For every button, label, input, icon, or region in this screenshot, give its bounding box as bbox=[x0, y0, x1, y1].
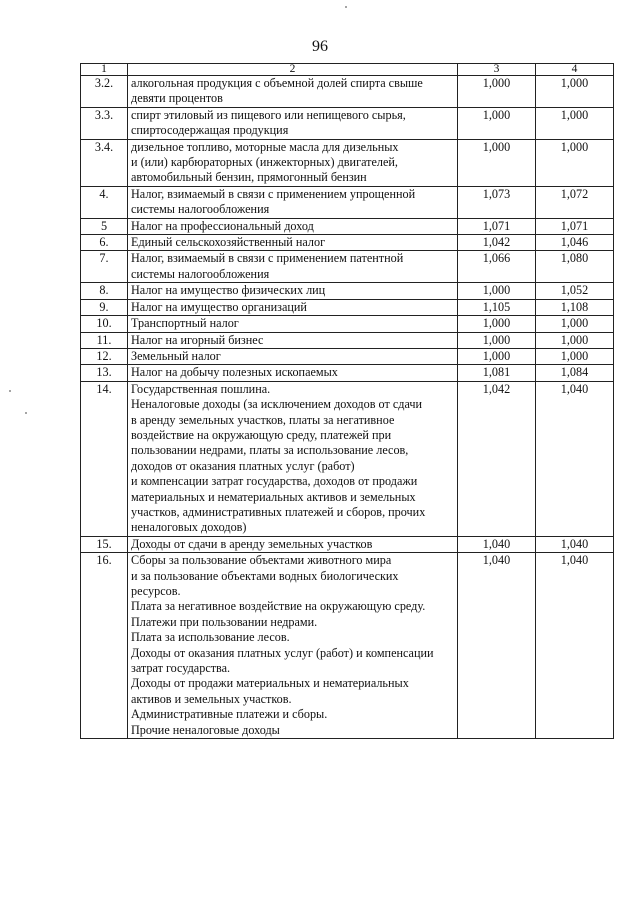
coefficient-table bbox=[80, 63, 614, 739]
row-number: 4. bbox=[81, 186, 128, 218]
header-row bbox=[81, 64, 614, 76]
row-name: Налог на профессиональный доход bbox=[128, 218, 458, 234]
row-value-col3: 1,000 bbox=[458, 283, 536, 299]
row-value-col4: 1,000 bbox=[536, 348, 614, 364]
row-name: Доходы от сдачи в аренду земельных участков bbox=[128, 536, 458, 552]
row-value-col3: 1,000 bbox=[458, 76, 536, 108]
table-row bbox=[81, 235, 614, 251]
row-value-col3: 1,000 bbox=[458, 348, 536, 364]
row-name: спирт этиловый из пищевого или непищевого сырья, спиртосодержащая продукция bbox=[128, 107, 458, 139]
row-name: Земельный налог bbox=[128, 348, 458, 364]
header-col-1: 1 bbox=[81, 64, 128, 76]
row-number: 5 bbox=[81, 218, 128, 234]
row-number: 10. bbox=[81, 316, 128, 332]
header-col-3: 3 bbox=[458, 64, 536, 76]
row-value-col3: 1,042 bbox=[458, 235, 536, 251]
scan-speck bbox=[9, 390, 11, 392]
row-value-col4: 1,000 bbox=[536, 139, 614, 186]
table-row bbox=[81, 299, 614, 315]
table-row bbox=[81, 332, 614, 348]
row-name: Налог на игорный бизнес bbox=[128, 332, 458, 348]
header-col-2: 2 bbox=[128, 64, 458, 76]
row-name: Налог на имущество организаций bbox=[128, 299, 458, 315]
row-value-col4: 1,000 bbox=[536, 76, 614, 108]
row-value-col3: 1,105 bbox=[458, 299, 536, 315]
row-number: 3.4. bbox=[81, 139, 128, 186]
row-name: Транспортный налог bbox=[128, 316, 458, 332]
row-value-col4: 1,040 bbox=[536, 381, 614, 536]
row-value-col3: 1,000 bbox=[458, 139, 536, 186]
row-value-col3: 1,073 bbox=[458, 186, 536, 218]
row-value-col4: 1,040 bbox=[536, 553, 614, 739]
table-row bbox=[81, 186, 614, 218]
row-value-col3: 1,081 bbox=[458, 365, 536, 381]
table-row bbox=[81, 218, 614, 234]
row-value-col4: 1,046 bbox=[536, 235, 614, 251]
row-value-col4: 1,072 bbox=[536, 186, 614, 218]
table-row bbox=[81, 316, 614, 332]
table-row bbox=[81, 348, 614, 364]
row-value-col4: 1,108 bbox=[536, 299, 614, 315]
table-row bbox=[81, 107, 614, 139]
row-number: 8. bbox=[81, 283, 128, 299]
row-value-col4: 1,000 bbox=[536, 107, 614, 139]
row-value-col4: 1,071 bbox=[536, 218, 614, 234]
row-name: Налог, взимаемый в связи с применением патентной системы налогообложения bbox=[128, 251, 458, 283]
row-name: Государственная пошлина. Неналоговые доходы (за исключением доходов от сдачи в аренду земельных участков, платы за негативное воздействие на окружающую среду, платежей при пользовании недрами, платы за использование лесов, доходов от оказания платных услуг (работ) и компенсации затрат государства, доходов от продажи материальных и нематериальных активов и земельных участков, административных платежей и сборов, прочих неналоговых доходов) bbox=[128, 381, 458, 536]
row-value-col4: 1,000 bbox=[536, 332, 614, 348]
table-row bbox=[81, 283, 614, 299]
row-number: 11. bbox=[81, 332, 128, 348]
row-name: алкогольная продукция с объемной долей спирта свыше девяти процентов bbox=[128, 76, 458, 108]
table-row bbox=[81, 76, 614, 108]
row-number: 9. bbox=[81, 299, 128, 315]
row-value-col3: 1,000 bbox=[458, 316, 536, 332]
row-number: 3.2. bbox=[81, 76, 128, 108]
row-number: 15. bbox=[81, 536, 128, 552]
row-value-col3: 1,042 bbox=[458, 381, 536, 536]
row-name: Единый сельскохозяйственный налог bbox=[128, 235, 458, 251]
row-number: 3.3. bbox=[81, 107, 128, 139]
row-value-col4: 1,080 bbox=[536, 251, 614, 283]
row-number: 6. bbox=[81, 235, 128, 251]
row-value-col3: 1,000 bbox=[458, 107, 536, 139]
row-name: Налог на имущество физических лиц bbox=[128, 283, 458, 299]
row-value-col4: 1,084 bbox=[536, 365, 614, 381]
row-name: Налог, взимаемый в связи с применением упрощенной системы налогообложения bbox=[128, 186, 458, 218]
row-value-col4: 1,052 bbox=[536, 283, 614, 299]
row-name: дизельное топливо, моторные масла для дизельных и (или) карбюраторных (инжекторных) двигателей, автомобильный бензин, прямогонный бензин bbox=[128, 139, 458, 186]
table-row bbox=[81, 536, 614, 552]
row-value-col4: 1,000 bbox=[536, 316, 614, 332]
scan-speck bbox=[345, 6, 347, 8]
row-number: 7. bbox=[81, 251, 128, 283]
row-number: 12. bbox=[81, 348, 128, 364]
table-row bbox=[81, 381, 614, 536]
table-body bbox=[81, 76, 614, 739]
row-value-col3: 1,040 bbox=[458, 536, 536, 552]
table-row bbox=[81, 553, 614, 739]
row-number: 16. bbox=[81, 553, 128, 739]
row-value-col3: 1,071 bbox=[458, 218, 536, 234]
table-row bbox=[81, 139, 614, 186]
row-value-col4: 1,040 bbox=[536, 536, 614, 552]
row-number: 14. bbox=[81, 381, 128, 536]
header-col-4: 4 bbox=[536, 64, 614, 76]
row-value-col3: 1,000 bbox=[458, 332, 536, 348]
page-number: 96 bbox=[312, 38, 328, 55]
table-row bbox=[81, 365, 614, 381]
row-name: Налог на добычу полезных ископаемых bbox=[128, 365, 458, 381]
scan-speck bbox=[25, 412, 27, 414]
row-number: 13. bbox=[81, 365, 128, 381]
row-value-col3: 1,040 bbox=[458, 553, 536, 739]
row-name: Сборы за пользование объектами животного мира и за пользование объектами водных биологических ресурсов. Плата за негативное воздействие на окружающую среду. Платежи при пользовании недрами. Плата за использование лесов. Доходы от оказания платных услуг (работ) и компенсации затрат государства. Доходы от продажи материальных и нематериальных активов и земельных участков. Административные платежи и сборы. Прочие неналоговые доходы bbox=[128, 553, 458, 739]
table-row bbox=[81, 251, 614, 283]
row-value-col3: 1,066 bbox=[458, 251, 536, 283]
